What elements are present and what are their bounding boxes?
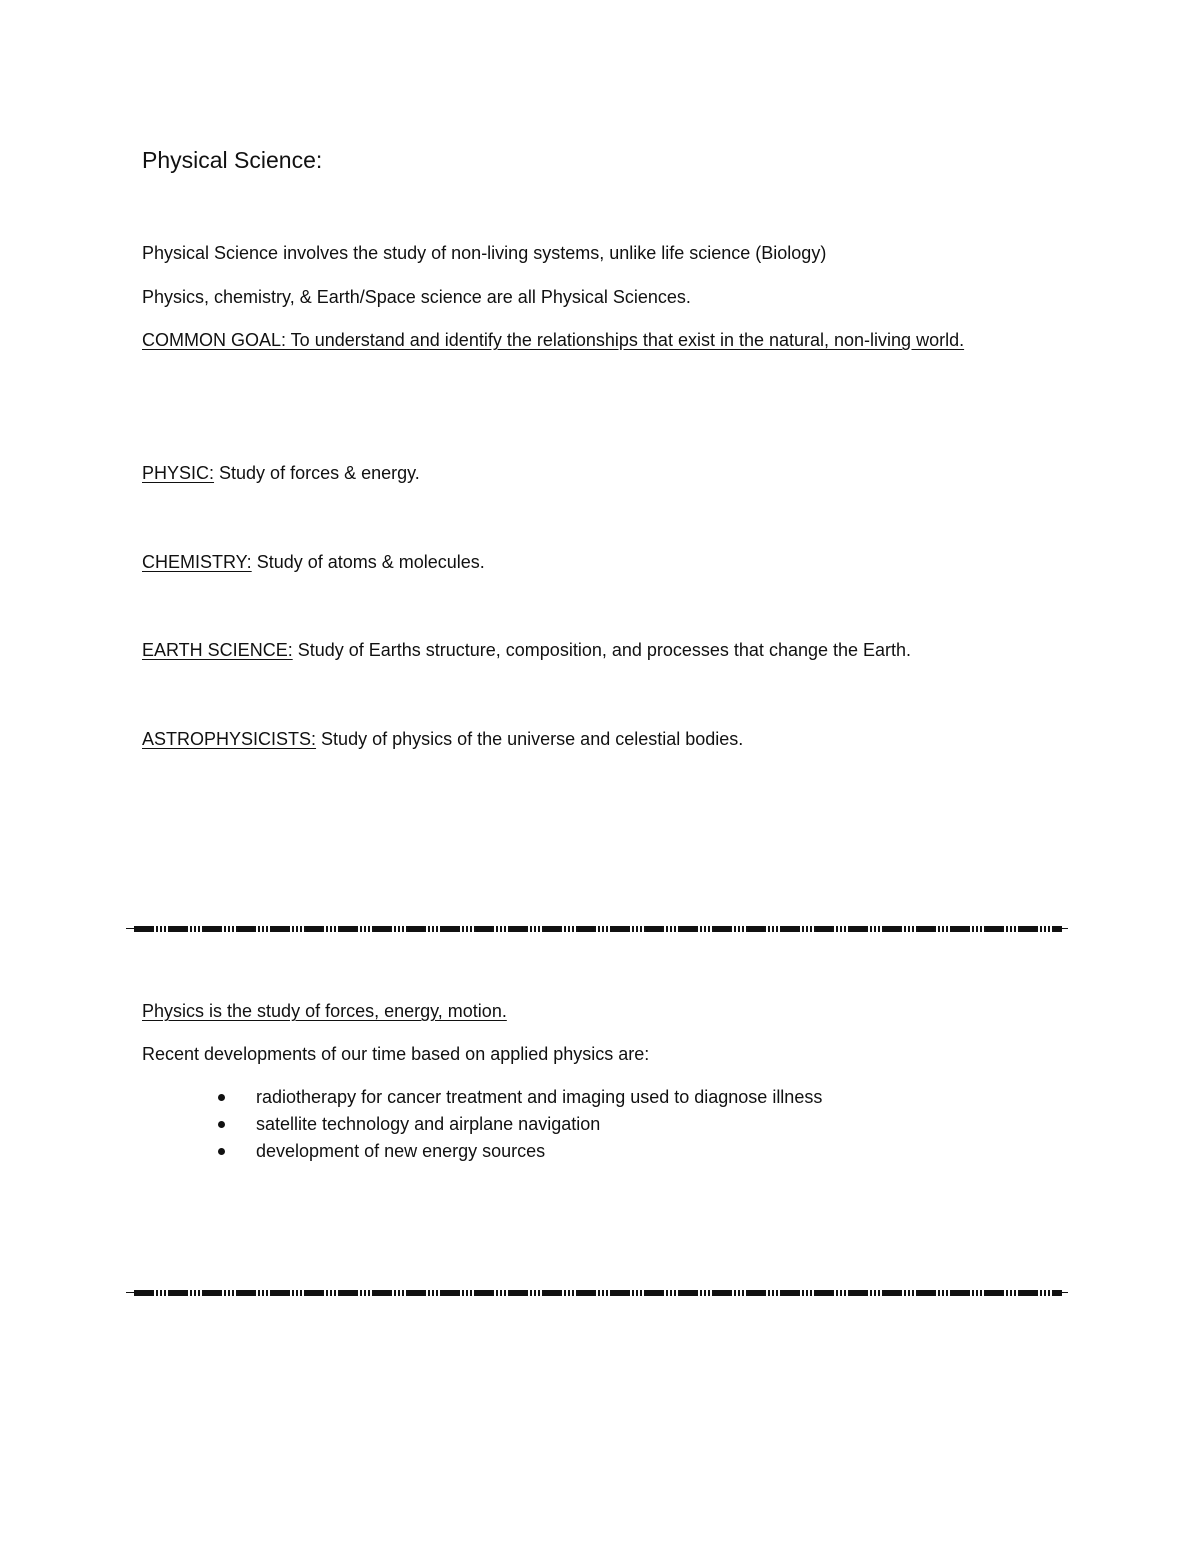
- bullet-icon: [218, 1094, 225, 1101]
- section-divider: [134, 1290, 1062, 1296]
- bullet-icon: [218, 1121, 225, 1128]
- definition-text: Study of atoms & molecules.: [251, 552, 485, 572]
- definition-term: ASTROPHYSICISTS:: [142, 729, 317, 749]
- bullet-icon: [218, 1148, 225, 1155]
- definition-astrophysicists: [142, 727, 743, 751]
- list-item: radiotherapy for cancer treatment and imaging used to diagnose illness: [218, 1084, 822, 1111]
- applications-list: [218, 1084, 822, 1165]
- physics-heading: Physics is the study of forces, energy, motion.: [142, 1001, 507, 1021]
- intro-line-1: Physical Science involves the study of non-living systems, unlike life science (Biology): [142, 243, 827, 263]
- definition-chemistry: [142, 550, 485, 574]
- list-item: satellite technology and airplane navigation: [218, 1111, 822, 1138]
- intro-line-2: Physics, chemistry, & Earth/Space science are all Physical Sciences.: [142, 287, 691, 307]
- list-item: development of new energy sources: [218, 1138, 822, 1165]
- definition-term: CHEMISTRY:: [142, 552, 252, 572]
- section-divider: [134, 926, 1062, 932]
- definition-physic: [142, 461, 420, 485]
- page-title: Physical Science:: [142, 147, 323, 173]
- definition-earth-science: [142, 638, 911, 662]
- definition-term: EARTH SCIENCE:: [142, 640, 293, 660]
- definition-text: Study of physics of the universe and celestial bodies.: [316, 729, 744, 749]
- physics-lead: Recent developments of our time based on applied physics are:: [142, 1044, 650, 1064]
- definition-text: Study of forces & energy.: [214, 463, 420, 483]
- definition-term: PHYSIC:: [142, 463, 215, 483]
- definition-text: Study of Earths structure, composition, and processes that change the Earth.: [292, 640, 912, 660]
- common-goal: COMMON GOAL: To understand and identify the relationships that exist in the natural, non-living world.: [142, 330, 965, 350]
